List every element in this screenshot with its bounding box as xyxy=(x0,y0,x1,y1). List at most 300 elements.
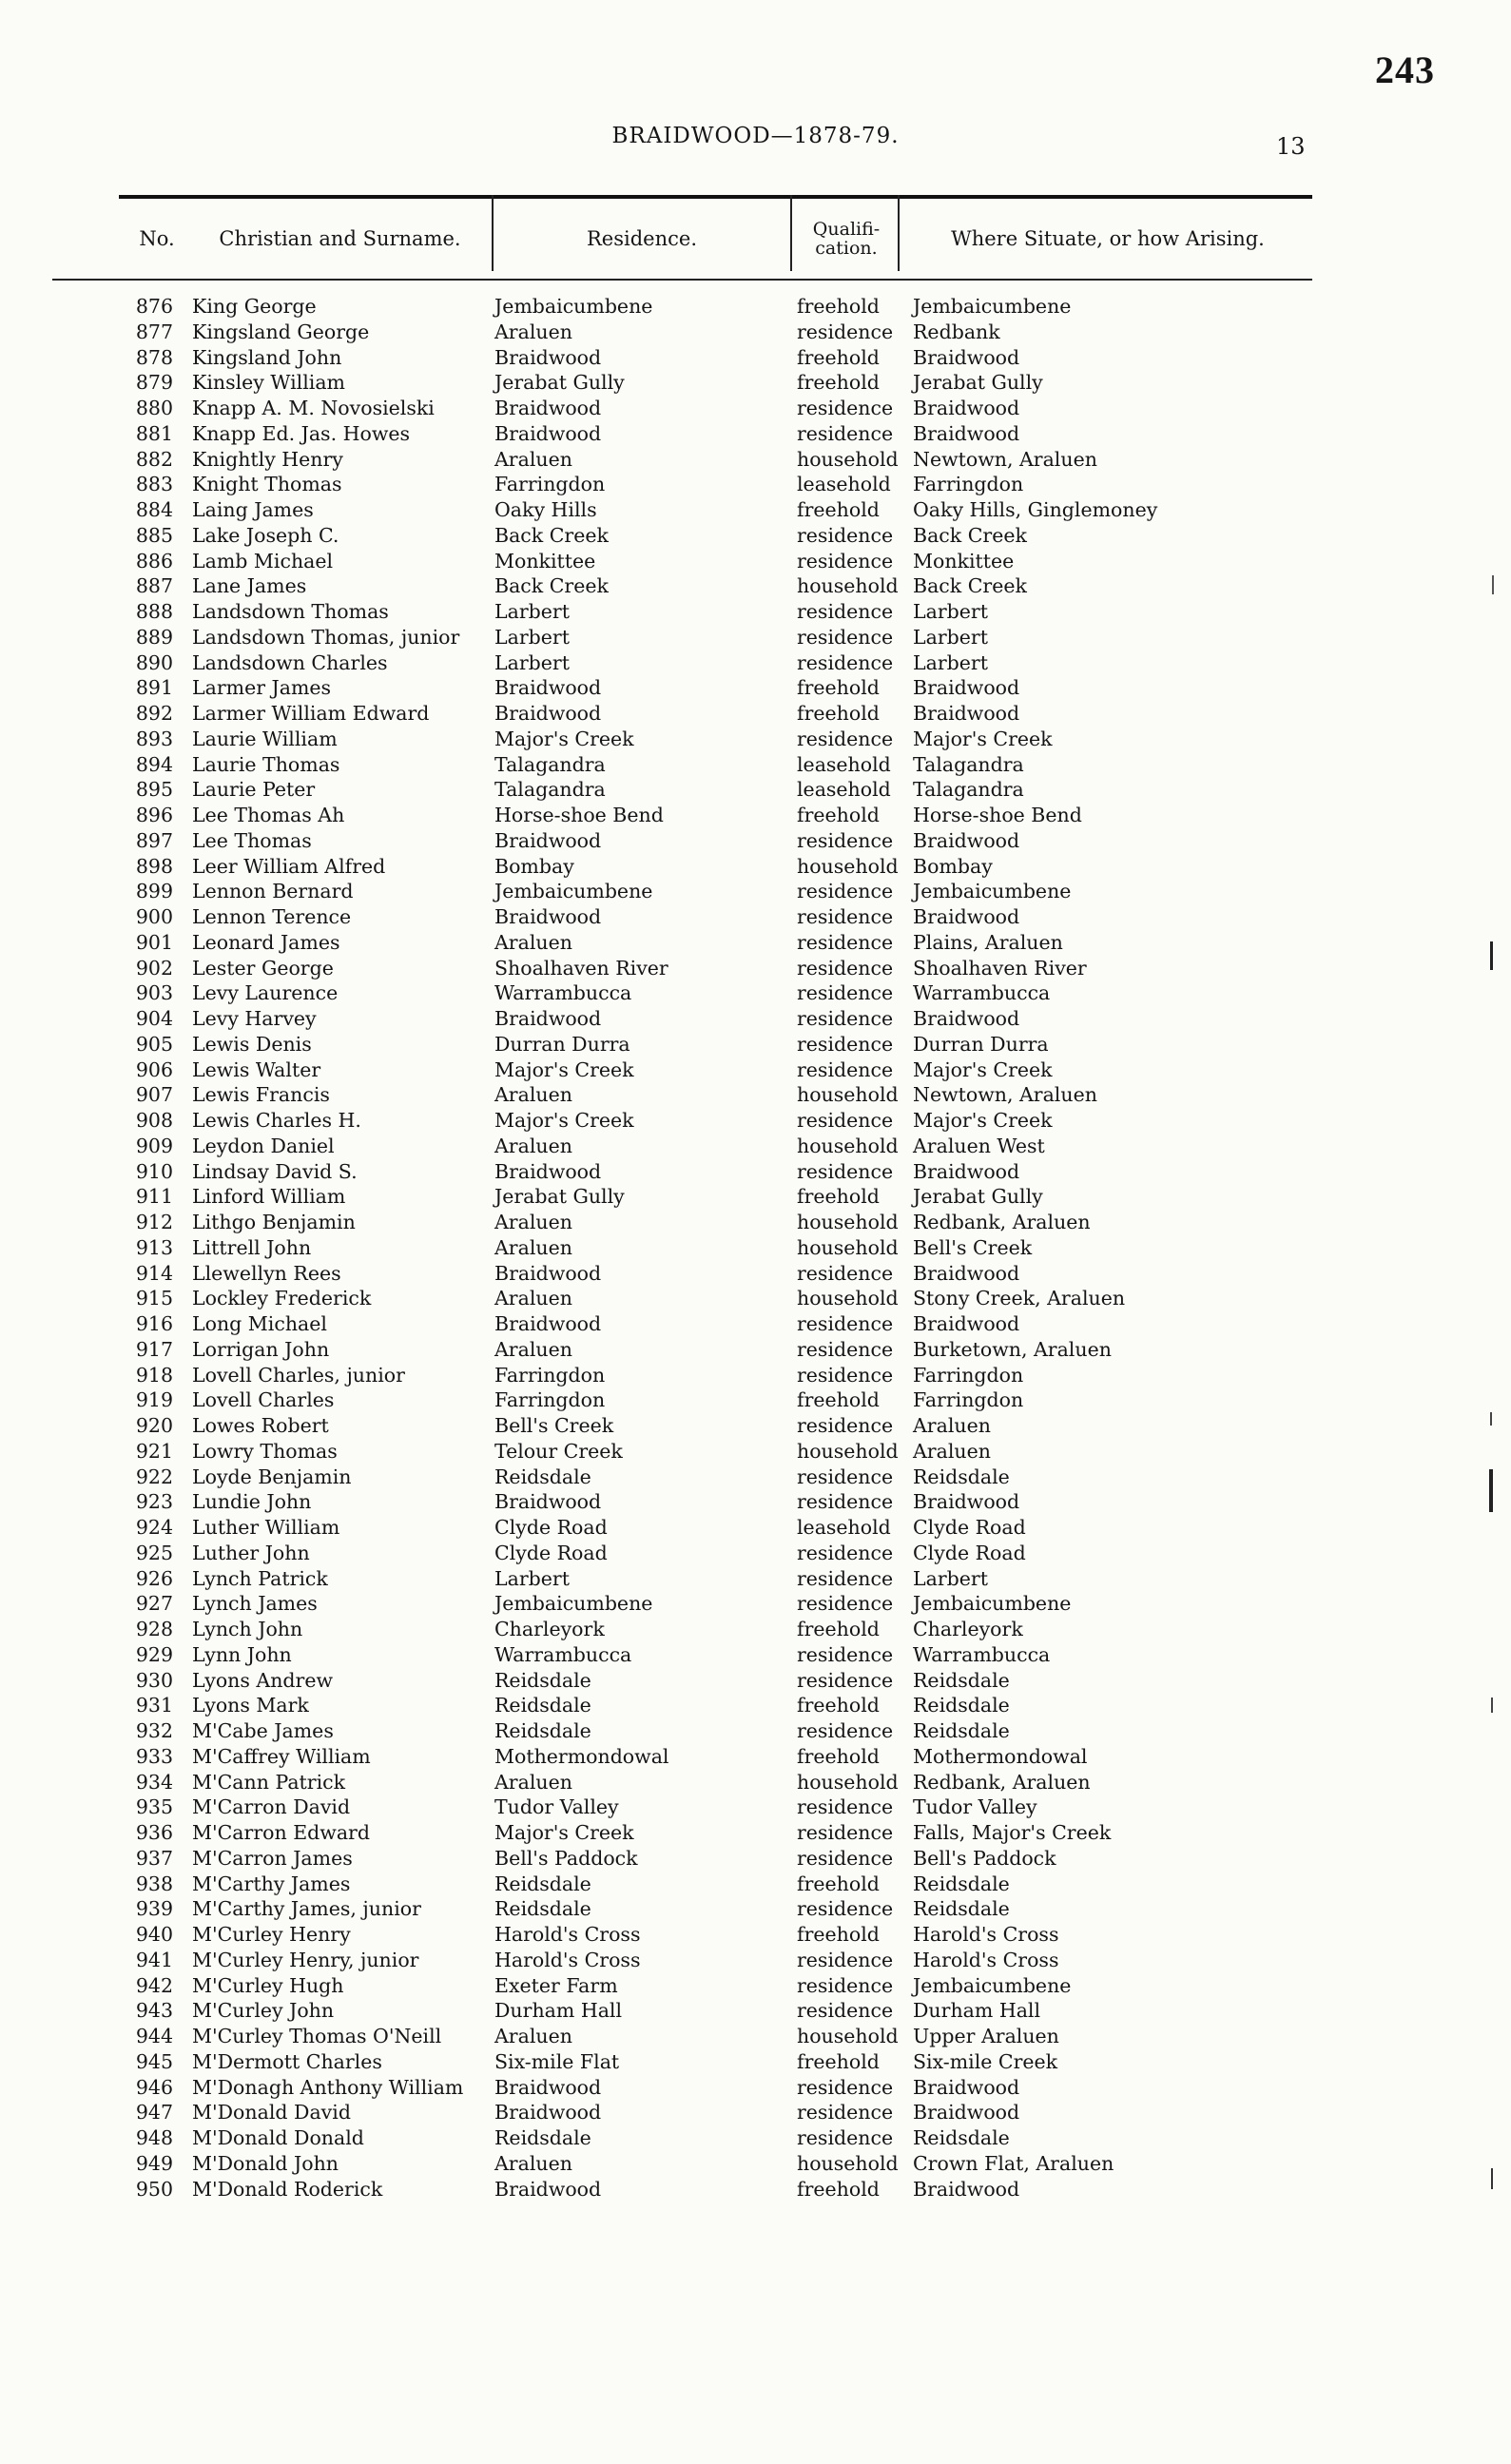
page-number: 13 xyxy=(1276,133,1306,160)
entry-name: Littrell John xyxy=(192,1235,312,1259)
entry-number: 930 xyxy=(135,1668,173,1692)
table-row xyxy=(0,1693,1511,1718)
entry-where-situate: Braidwood xyxy=(913,2101,1020,2124)
table-row xyxy=(0,1413,1511,1439)
entry-qualification: household xyxy=(797,1083,899,1107)
entry-residence: Major's Creek xyxy=(494,1057,634,1081)
entry-residence: Major's Creek xyxy=(494,727,634,750)
entry-name: Leonard James xyxy=(192,930,340,954)
entry-name: M'Donald Donald xyxy=(192,2126,364,2149)
entry-where-situate: Durran Durra xyxy=(913,1032,1049,1056)
table-row xyxy=(0,1134,1511,1159)
entry-name: Linford William xyxy=(192,1185,346,1209)
entry-residence: Araluen xyxy=(494,2025,572,2047)
table-row xyxy=(0,2075,1511,2101)
entry-qualification: household xyxy=(797,574,899,598)
entry-residence: Durran Durra xyxy=(494,1032,630,1056)
entry-residence: Farringdon xyxy=(494,473,606,496)
entry-qualification: household xyxy=(797,1439,899,1463)
entry-number: 877 xyxy=(135,320,173,343)
entry-residence: Mothermondowal xyxy=(494,1744,669,1768)
entry-residence: Major's Creek xyxy=(494,1821,634,1844)
entry-number: 947 xyxy=(135,2101,173,2124)
entry-where-situate: Braidwood xyxy=(913,1261,1020,1285)
entry-number: 912 xyxy=(135,1211,173,1233)
entry-residence: Reidsdale xyxy=(494,1465,591,1488)
entry-number: 931 xyxy=(135,1694,173,1717)
entry-name: Levy Harvey xyxy=(192,1007,317,1030)
entry-name: King George xyxy=(192,295,317,318)
entry-residence: Araluen xyxy=(494,320,572,343)
entry-name: Lester George xyxy=(192,956,334,980)
entry-where-situate: Farringdon xyxy=(913,473,1024,496)
table-row xyxy=(0,1896,1511,1922)
entry-number: 911 xyxy=(135,1185,173,1209)
entry-name: Levy Laurence xyxy=(192,981,339,1005)
table-row xyxy=(0,1184,1511,1210)
entry-where-situate: Clyde Road xyxy=(913,1541,1026,1564)
entry-residence: Braidwood xyxy=(494,828,602,852)
entry-qualification: residence xyxy=(797,2101,894,2124)
entry-residence: Braidwood xyxy=(494,421,602,445)
entry-name: Lynn John xyxy=(192,1642,292,1666)
entry-qualification: freehold xyxy=(797,804,880,826)
entry-qualification: household xyxy=(797,1287,899,1310)
entry-qualification: household xyxy=(797,1211,899,1233)
entry-number: 941 xyxy=(135,1948,173,1971)
electoral-roll-table xyxy=(0,294,1511,2202)
entry-qualification: household xyxy=(797,1134,899,1157)
entry-number: 900 xyxy=(135,905,173,928)
entry-name: Llewellyn Rees xyxy=(192,1261,341,1285)
entry-where-situate: Major's Creek xyxy=(913,727,1053,750)
entry-where-situate: Back Creek xyxy=(913,574,1027,598)
entry-where-situate: Newtown, Araluen xyxy=(913,447,1097,471)
entry-name: Lake Joseph C. xyxy=(192,523,339,547)
entry-name: Long Michael xyxy=(192,1312,327,1335)
entry-residence: Harold's Cross xyxy=(494,1923,641,1946)
entry-number: 915 xyxy=(135,1287,173,1310)
entry-where-situate: Jembaicumbene xyxy=(913,880,1072,903)
entry-name: M'Carron Edward xyxy=(192,1821,370,1844)
entry-where-situate: Jembaicumbene xyxy=(913,1592,1072,1616)
entry-residence: Clyde Road xyxy=(494,1516,608,1539)
entry-residence: Braidwood xyxy=(494,2101,602,2124)
entry-residence: Larbert xyxy=(494,1566,570,1590)
table-row xyxy=(0,1439,1511,1465)
entry-where-situate: Bell's Creek xyxy=(913,1235,1033,1259)
table-row xyxy=(0,803,1511,828)
entry-qualification: residence xyxy=(797,397,894,419)
entry-number: 883 xyxy=(135,473,173,496)
table-row xyxy=(0,1795,1511,1820)
table-row xyxy=(0,1846,1511,1872)
table-row xyxy=(0,1541,1511,1566)
entry-qualification: freehold xyxy=(797,498,880,521)
table-row xyxy=(0,1489,1511,1515)
entry-number: 897 xyxy=(135,828,173,852)
entry-name: M'Curley Henry, junior xyxy=(192,1948,419,1971)
table-row xyxy=(0,956,1511,981)
entry-qualification: household xyxy=(797,2025,899,2047)
table-row xyxy=(0,2151,1511,2177)
entry-where-situate: Braidwood xyxy=(913,397,1020,419)
column-header-qualification xyxy=(794,200,899,279)
entry-number: 908 xyxy=(135,1109,173,1132)
entry-qualification: residence xyxy=(797,1948,894,1971)
entry-name: Lee Thomas Ah xyxy=(192,804,345,826)
entry-where-situate: Major's Creek xyxy=(913,1057,1053,1081)
table-row xyxy=(0,1566,1511,1592)
entry-residence: Oaky Hills xyxy=(494,498,597,521)
entry-name: M'Donald John xyxy=(192,2151,339,2175)
entry-where-situate: Farringdon xyxy=(913,1388,1024,1412)
entry-where-situate: Plains, Araluen xyxy=(913,930,1063,954)
entry-number: 887 xyxy=(135,574,173,598)
table-row xyxy=(0,828,1511,854)
table-row xyxy=(0,2125,1511,2151)
entry-number: 892 xyxy=(135,702,173,725)
entry-name: Lee Thomas xyxy=(192,828,312,852)
entry-residence: Monkittee xyxy=(494,549,596,572)
entry-residence: Reidsdale xyxy=(494,1719,591,1742)
table-row xyxy=(0,447,1511,473)
entry-residence: Araluen xyxy=(494,1235,572,1259)
table-row xyxy=(0,523,1511,549)
entry-residence: Braidwood xyxy=(494,1261,602,1285)
entry-qualification: residence xyxy=(797,1973,894,1997)
entry-number: 949 xyxy=(135,2151,173,2175)
entry-number: 929 xyxy=(135,1642,173,1666)
entry-qualification: freehold xyxy=(797,702,880,725)
entry-residence: Warrambucca xyxy=(494,981,632,1005)
entry-residence: Charleyork xyxy=(494,1618,605,1640)
entry-residence: Jembaicumbene xyxy=(494,1592,653,1616)
entry-name: Knight Thomas xyxy=(192,473,342,496)
entry-name: Lewis Francis xyxy=(192,1083,330,1107)
entry-number: 926 xyxy=(135,1566,173,1590)
entry-residence: Back Creek xyxy=(494,574,609,598)
entry-name: Leydon Daniel xyxy=(192,1134,335,1157)
entry-name: Kingsland John xyxy=(192,345,342,369)
entry-where-situate: Burketown, Araluen xyxy=(913,1337,1112,1361)
entry-residence: Braidwood xyxy=(494,1159,602,1183)
entry-name: M'Dermott Charles xyxy=(192,2049,382,2073)
column-header-no: No. xyxy=(139,227,175,251)
entry-where-situate: Jembaicumbene xyxy=(913,295,1072,318)
entry-where-situate: Araluen West xyxy=(913,1134,1045,1157)
entry-name: Laing James xyxy=(192,498,314,521)
entry-name: Lorrigan John xyxy=(192,1337,330,1361)
entry-where-situate: Reidsdale xyxy=(913,1872,1010,1895)
entry-number: 917 xyxy=(135,1337,173,1361)
entry-name: Luther John xyxy=(192,1541,310,1564)
entry-where-situate: Reidsdale xyxy=(913,1897,1010,1921)
entry-name: Knightly Henry xyxy=(192,447,343,471)
entry-number: 920 xyxy=(135,1414,173,1437)
entry-qualification: residence xyxy=(797,981,894,1005)
entry-where-situate: Durham Hall xyxy=(913,1999,1041,2023)
entry-residence: Araluen xyxy=(494,1337,572,1361)
entry-number: 907 xyxy=(135,1083,173,1107)
table-row xyxy=(0,421,1511,447)
entry-residence: Jembaicumbene xyxy=(494,880,653,903)
entry-residence: Jembaicumbene xyxy=(494,295,653,318)
table-row xyxy=(0,1387,1511,1413)
entry-where-situate: Clyde Road xyxy=(913,1516,1026,1539)
entry-number: 906 xyxy=(135,1057,173,1081)
entry-name: Laurie William xyxy=(192,727,338,750)
entry-name: Laurie Peter xyxy=(192,778,316,802)
table-row xyxy=(0,2024,1511,2049)
entry-qualification: freehold xyxy=(797,345,880,369)
table-row xyxy=(0,1032,1511,1057)
entry-number: 940 xyxy=(135,1923,173,1946)
entry-residence: Braidwood xyxy=(494,702,602,725)
entry-where-situate: Six-mile Creek xyxy=(913,2049,1058,2073)
entry-where-situate: Charleyork xyxy=(913,1618,1023,1640)
qualification-line-2: cation. xyxy=(815,237,878,259)
entry-where-situate: Braidwood xyxy=(913,702,1020,725)
entry-name: Leer William Alfred xyxy=(192,854,386,878)
entry-residence: Araluen xyxy=(494,1287,572,1310)
table-row xyxy=(0,854,1511,880)
entry-name: M'Donald Roderick xyxy=(192,2177,383,2201)
entry-residence: Larbert xyxy=(494,625,570,649)
table-row xyxy=(0,1057,1511,1083)
table-row xyxy=(0,727,1511,752)
entry-qualification: residence xyxy=(797,1312,894,1335)
entry-number: 914 xyxy=(135,1261,173,1285)
table-row xyxy=(0,1668,1511,1694)
entry-where-situate: Braidwood xyxy=(913,676,1020,700)
entry-where-situate: Upper Araluen xyxy=(913,2025,1059,2047)
entry-where-situate: Major's Creek xyxy=(913,1109,1053,1132)
entry-qualification: residence xyxy=(797,956,894,980)
entry-number: 879 xyxy=(135,371,173,395)
entry-residence: Braidwood xyxy=(494,2177,602,2201)
entry-name: Lundie John xyxy=(192,1490,312,1514)
entry-where-situate: Harold's Cross xyxy=(913,1923,1059,1946)
entry-where-situate: Braidwood xyxy=(913,1007,1020,1030)
table-row xyxy=(0,1973,1511,1999)
entry-name: Lyons Mark xyxy=(192,1694,309,1717)
table-row xyxy=(0,1363,1511,1388)
column-divider xyxy=(790,195,792,271)
entry-qualification: residence xyxy=(797,1566,894,1590)
entry-where-situate: Larbert xyxy=(913,1566,988,1590)
entry-where-situate: Mothermondowal xyxy=(913,1744,1088,1768)
folio-number: 243 xyxy=(1375,49,1435,91)
table-row xyxy=(0,701,1511,727)
entry-residence: Bombay xyxy=(494,854,574,878)
entry-name: Laurie Thomas xyxy=(192,752,340,776)
entry-residence: Six-mile Flat xyxy=(494,2049,620,2073)
entry-residence: Reidsdale xyxy=(494,1694,591,1717)
entry-qualification: freehold xyxy=(797,2049,880,2073)
entry-name: Lynch John xyxy=(192,1618,303,1640)
entry-qualification: residence xyxy=(797,1159,894,1183)
table-row xyxy=(0,752,1511,778)
entry-qualification: residence xyxy=(797,1057,894,1081)
entry-qualification: residence xyxy=(797,727,894,750)
entry-qualification: freehold xyxy=(797,371,880,395)
entry-where-situate: Braidwood xyxy=(913,1312,1020,1335)
entry-residence: Tudor Valley xyxy=(494,1795,619,1819)
table-row xyxy=(0,1261,1511,1287)
header-rule-bottom xyxy=(52,279,1312,281)
entry-name: M'Cabe James xyxy=(192,1719,334,1742)
entry-number: 901 xyxy=(135,930,173,954)
entry-name: Lowes Robert xyxy=(192,1414,329,1437)
entry-where-situate: Braidwood xyxy=(913,1490,1020,1514)
entry-number: 890 xyxy=(135,650,173,674)
entry-number: 922 xyxy=(135,1465,173,1488)
entry-number: 904 xyxy=(135,1007,173,1030)
table-row xyxy=(0,1948,1511,1973)
entry-name: M'Donald David xyxy=(192,2101,351,2124)
entry-number: 934 xyxy=(135,1770,173,1794)
table-row xyxy=(0,1998,1511,2024)
entry-name: Kingsland George xyxy=(192,320,370,343)
entry-residence: Exeter Farm xyxy=(494,1973,618,1997)
table-row xyxy=(0,879,1511,904)
running-head: BRAIDWOOD—1878-79. xyxy=(611,124,900,148)
entry-name: Lyons Andrew xyxy=(192,1668,334,1692)
table-row xyxy=(0,370,1511,396)
entry-name: M'Curley Hugh xyxy=(192,1973,344,1997)
entry-name: M'Curley John xyxy=(192,1999,335,2023)
entry-residence: Braidwood xyxy=(494,2075,602,2099)
entry-qualification: freehold xyxy=(797,676,880,700)
entry-residence: Reidsdale xyxy=(494,1897,591,1921)
entry-number: 895 xyxy=(135,778,173,802)
entry-qualification: leasehold xyxy=(797,752,891,776)
entry-number: 945 xyxy=(135,2049,173,2073)
entry-name: M'Carthy James, junior xyxy=(192,1897,421,1921)
entry-residence: Araluen xyxy=(494,930,572,954)
entry-number: 944 xyxy=(135,2025,173,2047)
entry-residence: Reidsdale xyxy=(494,1668,591,1692)
entry-qualification: residence xyxy=(797,1795,894,1819)
entry-where-situate: Redbank, Araluen xyxy=(913,1211,1091,1233)
entry-name: Larmer James xyxy=(192,676,332,700)
entry-number: 896 xyxy=(135,804,173,826)
entry-qualification: household xyxy=(797,2151,899,2175)
entry-residence: Braidwood xyxy=(494,905,602,928)
entry-name: M'Carron David xyxy=(192,1795,351,1819)
entry-where-situate: Crown Flat, Araluen xyxy=(913,2151,1114,2175)
entry-residence: Braidwood xyxy=(494,1312,602,1335)
entry-qualification: residence xyxy=(797,421,894,445)
entry-number: 888 xyxy=(135,600,173,623)
entry-where-situate: Talagandra xyxy=(913,778,1024,802)
entry-name: M'Curley Thomas O'Neill xyxy=(192,2025,442,2047)
entry-residence: Farringdon xyxy=(494,1363,606,1387)
entry-number: 921 xyxy=(135,1439,173,1463)
entry-name: Lewis Walter xyxy=(192,1057,321,1081)
entry-residence: Telour Creek xyxy=(494,1439,623,1463)
entry-number: 919 xyxy=(135,1388,173,1412)
table-row xyxy=(0,320,1511,345)
entry-number: 903 xyxy=(135,981,173,1005)
entry-qualification: freehold xyxy=(797,1618,880,1640)
entry-residence: Harold's Cross xyxy=(494,1948,641,1971)
table-row xyxy=(0,2049,1511,2075)
entry-number: 939 xyxy=(135,1897,173,1921)
table-row xyxy=(0,1108,1511,1134)
entry-where-situate: Braidwood xyxy=(913,421,1020,445)
entry-number: 916 xyxy=(135,1312,173,1335)
entry-qualification: household xyxy=(797,1235,899,1259)
table-row xyxy=(0,1082,1511,1108)
entry-qualification: residence xyxy=(797,905,894,928)
entry-residence: Warrambucca xyxy=(494,1642,632,1666)
entry-name: Lennon Terence xyxy=(192,905,352,928)
entry-qualification: residence xyxy=(797,625,894,649)
entry-residence: Major's Creek xyxy=(494,1109,634,1132)
entry-number: 909 xyxy=(135,1134,173,1157)
entry-number: 950 xyxy=(135,2177,173,2201)
entry-qualification: residence xyxy=(797,880,894,903)
entry-where-situate: Braidwood xyxy=(913,1159,1020,1183)
entry-qualification: residence xyxy=(797,828,894,852)
entry-qualification: residence xyxy=(797,1032,894,1056)
entry-qualification: residence xyxy=(797,1821,894,1844)
entry-qualification: residence xyxy=(797,650,894,674)
entry-number: 918 xyxy=(135,1363,173,1387)
entry-name: Lynch Patrick xyxy=(192,1566,328,1590)
entry-qualification: freehold xyxy=(797,1694,880,1717)
entry-number: 933 xyxy=(135,1744,173,1768)
entry-qualification: freehold xyxy=(797,2177,880,2201)
entry-where-situate: Falls, Major's Creek xyxy=(913,1821,1112,1844)
entry-name: Lowry Thomas xyxy=(192,1439,338,1463)
table-row xyxy=(0,599,1511,625)
entry-residence: Reidsdale xyxy=(494,2126,591,2149)
entry-where-situate: Back Creek xyxy=(913,523,1027,547)
table-row xyxy=(0,1235,1511,1261)
entry-qualification: leasehold xyxy=(797,473,891,496)
table-row xyxy=(0,1770,1511,1795)
entry-number: 924 xyxy=(135,1516,173,1539)
entry-qualification: residence xyxy=(797,600,894,623)
entry-number: 925 xyxy=(135,1541,173,1564)
table-row xyxy=(0,650,1511,676)
entry-residence: Larbert xyxy=(494,650,570,674)
entry-name: Lovell Charles xyxy=(192,1388,335,1412)
entry-qualification: residence xyxy=(797,1541,894,1564)
table-row xyxy=(0,904,1511,930)
entry-number: 913 xyxy=(135,1235,173,1259)
entry-residence: Talagandra xyxy=(494,778,606,802)
entry-name: Lewis Denis xyxy=(192,1032,312,1056)
entry-number: 893 xyxy=(135,727,173,750)
entry-number: 910 xyxy=(135,1159,173,1183)
entry-number: 898 xyxy=(135,854,173,878)
entry-qualification: residence xyxy=(797,1592,894,1616)
entry-qualification: household xyxy=(797,447,899,471)
entry-where-situate: Harold's Cross xyxy=(913,1948,1059,1971)
entry-qualification: freehold xyxy=(797,1923,880,1946)
entry-qualification: leasehold xyxy=(797,1516,891,1539)
table-row xyxy=(0,1286,1511,1311)
entry-number: 905 xyxy=(135,1032,173,1056)
entry-where-situate: Reidsdale xyxy=(913,1694,1010,1717)
entry-qualification: household xyxy=(797,1770,899,1794)
entry-name: Landsdown Thomas xyxy=(192,600,389,623)
entry-qualification: residence xyxy=(797,320,894,343)
